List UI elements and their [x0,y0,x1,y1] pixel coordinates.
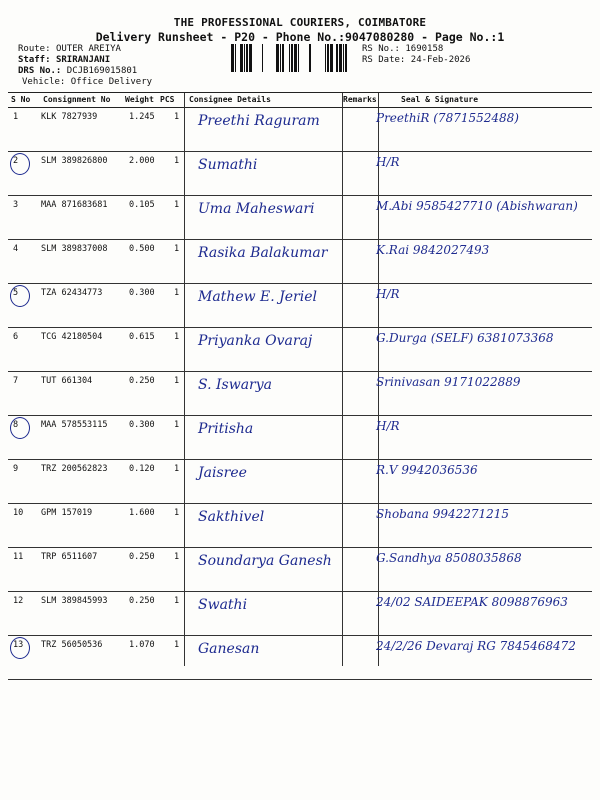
row-consignment: KLK 7827939 [41,112,98,122]
row-consignment: GPM 157019 [41,508,93,518]
row-pcs: 1 [174,156,180,166]
row-signature: M.Abi 9585427710 (Abishwaran) [376,199,578,213]
row-consignee-name: Mathew E. Jeriel [198,289,317,305]
vehicle-line: Vehicle: Office Delivery [22,77,153,87]
col-weight: Weight [125,95,154,104]
barcode-bar [231,44,234,72]
circle-mark [10,285,30,307]
table-row [8,371,592,416]
row-sno: 3 [13,200,19,210]
barcode-bar [325,44,326,72]
barcode-bar [289,44,290,72]
row-sno: 5 [13,288,18,298]
table-row [8,195,592,240]
barcode-bar [330,44,333,72]
rs-no-value: 1690158 [405,44,444,54]
row-pcs: 1 [174,464,180,474]
row-consignment: SLM 389826800 [41,156,108,166]
row-consignee-name: S. Iswarya [198,377,272,393]
row-weight: 0.105 [129,200,155,210]
row-weight: 0.250 [129,596,155,606]
row-pcs: 1 [174,112,180,122]
row-sno: 2 [13,156,18,166]
circle-mark [10,637,30,659]
row-consignment: TUT 661304 [41,376,93,386]
row-consignment: TRZ 200562823 [41,464,108,474]
row-consignee-name: Preethi Raguram [198,113,320,129]
row-signature: H/R [376,155,400,169]
barcode-bar [309,44,311,72]
meta-right [362,44,470,66]
rs-date-line: RS Date: 24-Feb-2026 [362,55,471,65]
row-weight: 1.070 [129,640,155,650]
meta-left [18,44,152,88]
barcode-bar [294,44,297,72]
row-sno: 13 [13,640,23,650]
barcode-bar [336,44,338,72]
barcode-bar [246,44,248,72]
row-consignee-name: Sakthivel [198,509,265,525]
row-consignee-name: Priyanka Ovaraj [198,333,313,349]
table-row [8,283,592,328]
col-consignment: Consignment No [43,95,111,104]
rs-no-line: RS No.: 1690158 [362,44,444,54]
runsheet-title: Delivery Runsheet - P20 - Phone No.:9047080280 - Page No.:1 [95,30,505,44]
route-line: Route: OUTER AREIYA [18,44,121,54]
table-row [8,635,592,680]
barcode-bar [298,44,299,72]
runsheet-table [8,92,592,666]
row-weight: 1.600 [129,508,155,518]
row-consignee-name: Soundarya Ganesh [198,553,332,569]
row-sno: 4 [13,244,19,254]
barcode-bar [235,44,236,72]
barcode-bar [339,44,342,72]
row-pcs: 1 [174,640,180,650]
row-weight: 0.250 [129,552,155,562]
circle-mark [10,417,30,439]
barcode-bar [343,44,344,72]
row-pcs: 1 [174,552,180,562]
row-pcs: 1 [174,244,180,254]
row-pcs: 1 [174,332,180,342]
row-consignee-name: Pritisha [198,421,254,437]
drs-line: DRS No.: DCJB169015801 [18,66,138,76]
row-sno: 9 [13,464,19,474]
row-consignee-name: Swathi [198,597,248,613]
table-row [8,547,592,592]
row-consignee-name: Sumathi [198,157,258,173]
circle-mark [10,153,30,175]
row-signature: Shobana 9942271215 [376,507,510,521]
row-signature: G.Sandhya 8508035868 [376,551,522,565]
col-consignee: Consignee Details [189,95,271,104]
row-signature: G.Durga (SELF) 6381073368 [376,331,554,345]
row-sno: 10 [13,508,24,518]
row-consignment: SLM 389837008 [41,244,108,254]
barcode-bar [244,44,245,72]
table-row [8,107,592,152]
row-weight: 0.500 [129,244,155,254]
route-value: OUTER AREIYA [55,44,121,54]
col-remarks: Remarks [343,95,377,104]
barcode-bar [262,44,263,72]
row-sno: 6 [13,332,19,342]
row-consignee-name: Rasika Balakumar [198,245,328,261]
barcode-bar [327,44,329,72]
row-weight: 0.615 [129,332,155,342]
table-row [8,151,592,196]
barcode [231,44,355,72]
row-signature: 24/02 SAIDEEPAK 8098876963 [376,595,568,609]
table-row [8,503,592,548]
row-pcs: 1 [174,420,180,430]
barcode-bar [345,44,347,72]
row-consignment: TCG 42180504 [41,332,103,342]
row-consignment: TRP 6511607 [41,552,98,562]
barcode-bar [291,44,293,72]
row-pcs: 1 [174,200,180,210]
row-consignee-name: Uma Maheswari [198,201,315,217]
row-consignment: MAA 578553115 [41,420,108,430]
row-weight: 0.300 [129,288,155,298]
row-pcs: 1 [174,508,180,518]
barcode-bar [280,44,281,72]
col-seal-signature: Seal & Signature [401,95,479,104]
row-sno: 12 [13,596,24,606]
row-weight: 1.245 [129,112,155,122]
row-signature: H/R [376,287,400,301]
table-header [8,93,592,108]
row-pcs: 1 [174,288,180,298]
row-signature: PreethiR (7871552488) [376,111,519,125]
barcode-bar [249,44,252,72]
row-signature: K.Rai 9842027493 [376,243,490,257]
company-title: THE PROFESSIONAL COURIERS, COIMBATORE [173,16,427,29]
vehicle-value: Office Delivery [70,77,153,87]
row-consignment: SLM 389845993 [41,596,108,606]
barcode-bar [276,44,279,72]
row-pcs: 1 [174,596,180,606]
row-consignment: TZA 62434773 [41,288,103,298]
staff-line: Staff: SRIRANJANI [18,55,111,65]
row-weight: 2.000 [129,156,155,166]
barcode-bar [240,44,243,72]
table-row [8,459,592,504]
table-row [8,415,592,460]
table-row [8,591,592,636]
rs-date-value: 24-Feb-2026 [410,55,471,65]
row-signature: R.V 9942036536 [376,463,478,477]
row-signature: H/R [376,419,400,433]
table-row [8,239,592,284]
row-consignee-name: Ganesan [198,641,260,657]
row-sno: 7 [13,376,19,386]
row-weight: 0.120 [129,464,155,474]
table-row [8,327,592,372]
row-consignment: TRZ 56050536 [41,640,103,650]
col-sno: S No [11,95,31,104]
row-signature: 24/2/26 Devaraj RG 7845468472 [376,639,576,653]
staff-value: SRIRANJANI [55,55,111,65]
row-signature: Srinivasan 9171022889 [376,375,521,389]
drs-value: DCJB169015801 [66,66,138,76]
row-weight: 0.300 [129,420,155,430]
barcode-bar [282,44,284,72]
row-consignment: MAA 871683681 [41,200,108,210]
row-sno: 8 [13,420,18,430]
row-sno: 1 [13,112,19,122]
col-pcs: PCS [160,95,175,104]
row-sno: 11 [13,552,24,562]
row-weight: 0.250 [129,376,155,386]
row-consignee-name: Jaisree [198,465,247,481]
row-pcs: 1 [174,376,180,386]
